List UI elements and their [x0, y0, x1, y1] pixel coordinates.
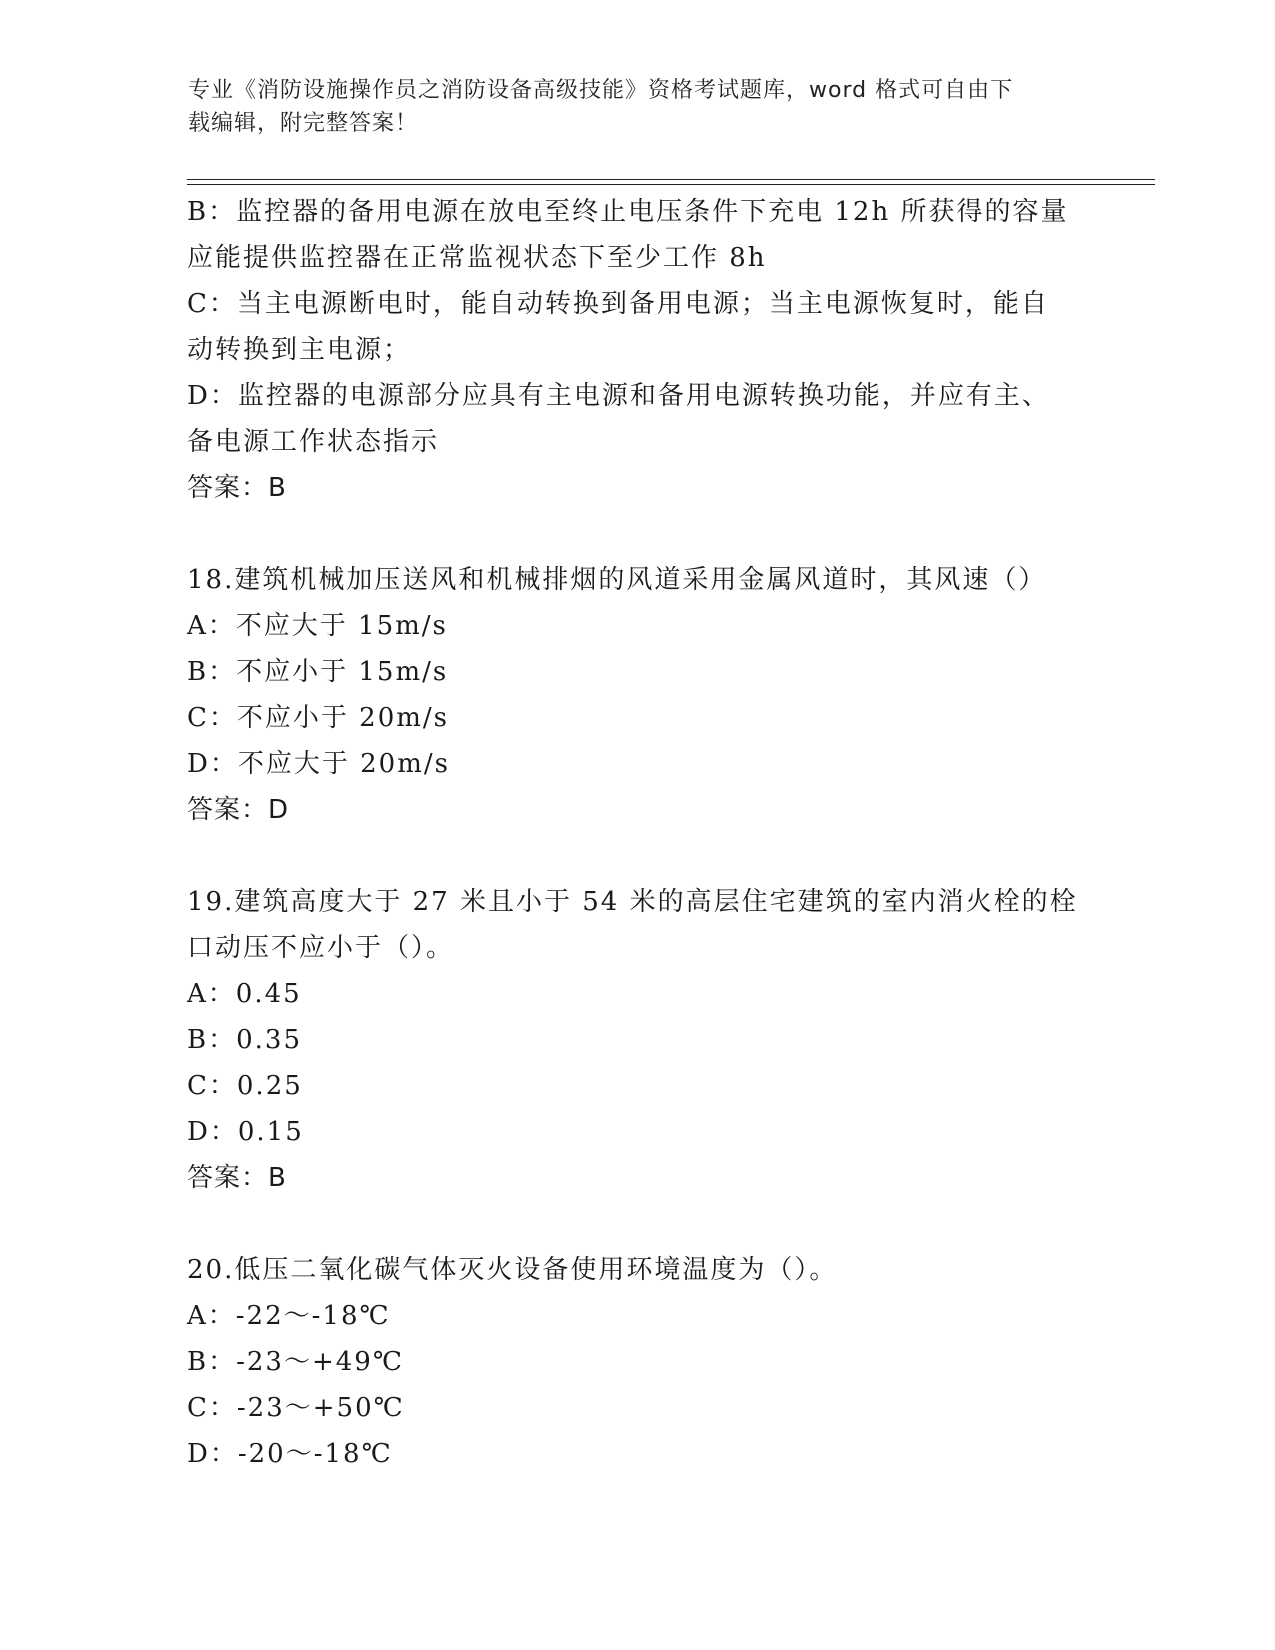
option-b-line-2: 应能提供监控器在正常监视状态下至少工作 8h [187, 243, 767, 273]
question-20-option-c: C：-23～+50℃ [187, 1393, 405, 1423]
spacer [187, 1201, 1087, 1247]
question-18-option-c: C：不应小于 20m/s [187, 703, 449, 733]
header-line-1: 专业《消防设施操作员之消防设备高级技能》资格考试题库，word 格式可自由下 [188, 78, 1014, 103]
question-19-option-d: D：0.15 [187, 1117, 304, 1147]
question-body [187, 189, 1087, 1477]
question-18-answer: 答案：D [187, 795, 290, 825]
document-header [188, 74, 1068, 140]
option-d-line-1: D：监控器的电源部分应具有主电源和备用电源转换功能，并应有主、 [187, 381, 1050, 411]
option-c-line-2: 动转换到主电源； [187, 335, 412, 365]
option-d-line-2: 备电源工作状态指示 [187, 427, 440, 457]
spacer [187, 511, 1087, 557]
header-divider-bottom [187, 184, 1155, 185]
question-19-answer: 答案：B [187, 1163, 287, 1193]
question-20-option-d: D：-20～-18℃ [187, 1439, 393, 1469]
answer-line: 答案：B [187, 473, 287, 503]
question-18-option-a: A：不应大于 15m/s [187, 611, 448, 641]
question-20-option-a: A：-22～-18℃ [187, 1301, 391, 1331]
header-line-2: 载编辑，附完整答案！ [188, 111, 419, 136]
question-20-option-b: B：-23～+49℃ [187, 1347, 404, 1377]
question-20-stem: 20.低压二氧化碳气体灭火设备使用环境温度为（）。 [187, 1255, 838, 1285]
option-c-line-1: C：当主电源断电时，能自动转换到备用电源；当主电源恢复时，能自 [187, 289, 1049, 319]
question-18-stem: 18.建筑机械加压送风和机械排烟的风道采用金属风道时，其风速（） [187, 565, 1047, 595]
question-18-option-b: B：不应小于 15m/s [187, 657, 449, 687]
question-19-option-a: A：0.45 [187, 979, 302, 1009]
question-18-option-d: D：不应大于 20m/s [187, 749, 450, 779]
question-19-stem-line-1: 19.建筑高度大于 27 米且小于 54 米的高层住宅建筑的室内消火栓的栓 [187, 887, 1078, 917]
header-divider-top [187, 179, 1155, 180]
question-19-stem-line-2: 口动压不应小于（）。 [187, 933, 455, 963]
question-19-option-b: B：0.35 [187, 1025, 302, 1055]
spacer [187, 833, 1087, 879]
option-b-line-1: B：监控器的备用电源在放电至终止电压条件下充电 12h 所获得的容量 [187, 197, 1069, 227]
question-19-option-c: C：0.25 [187, 1071, 303, 1101]
